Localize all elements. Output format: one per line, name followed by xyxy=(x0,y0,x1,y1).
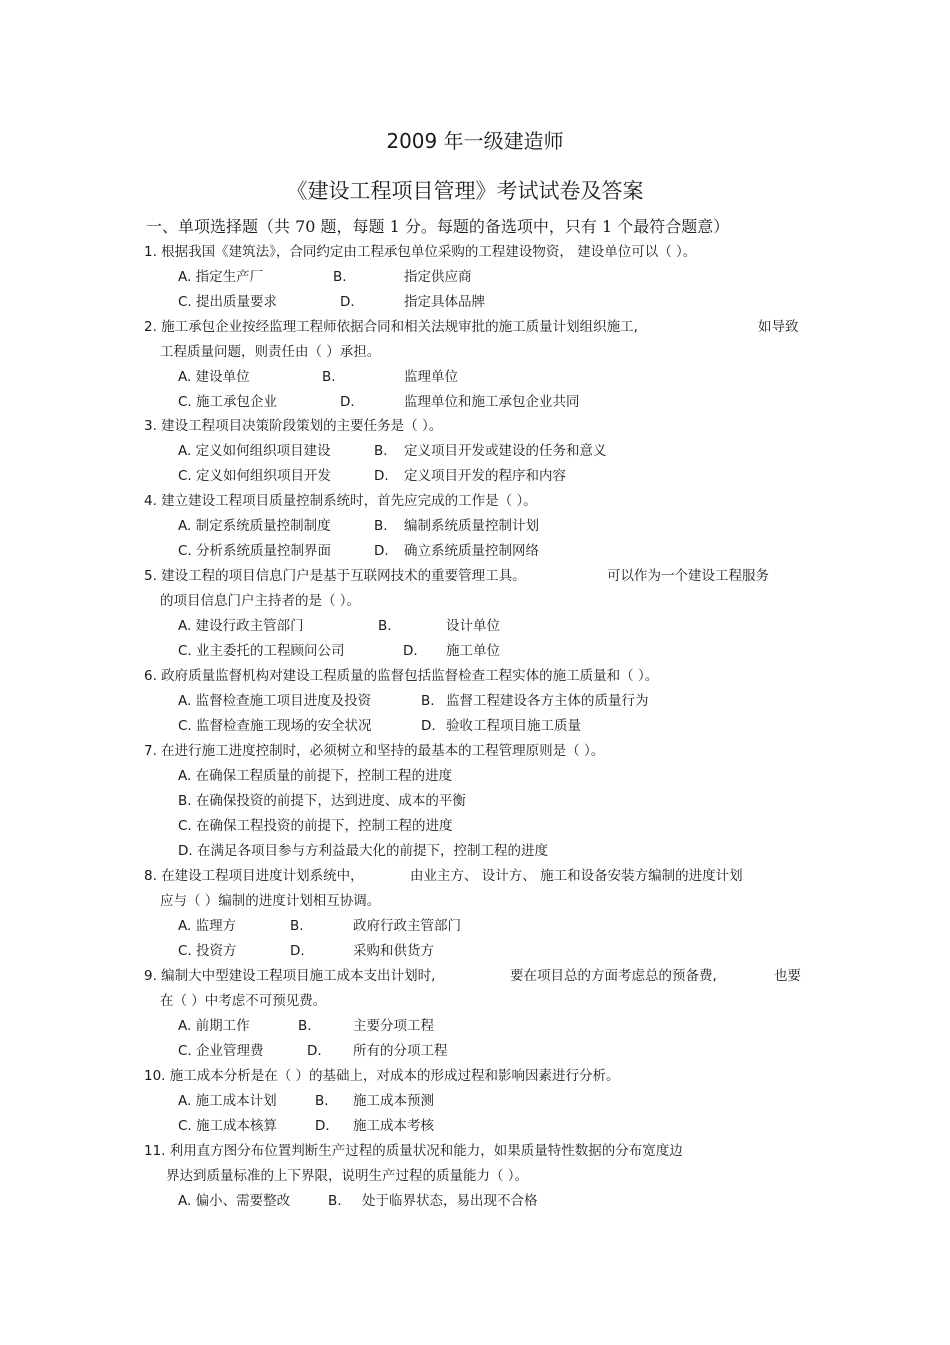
question-text-line2: 界达到质量标准的上下界限，说明生产过程的质量能力（ ）。 xyxy=(166,1168,529,1184)
option-b: 监理单位 xyxy=(404,369,458,385)
option-d-letter: D. xyxy=(340,294,355,310)
section-heading: 一、单项选择题（共 70 题，每题 1 分。每题的备选项中，只有 1 个最符合题意） xyxy=(146,217,730,236)
option-d: 验收工程项目施工质量 xyxy=(446,718,581,734)
question-text-cont: 要在项目总的方面考虑总的预备费, xyxy=(510,968,717,984)
option-b-letter: B. xyxy=(378,618,392,634)
option-d: 施工成本考核 xyxy=(353,1118,434,1134)
option-c: C. 业主委托的工程顾问公司 xyxy=(178,643,345,659)
option-b: 处于临界状态，易出现不合格 xyxy=(362,1193,538,1209)
option-c: C. 提出质量要求 xyxy=(178,294,278,310)
option-b-letter: B. xyxy=(315,1093,329,1109)
option-d-letter: D. xyxy=(290,943,305,959)
option-b: B. 在确保投资的前提下，达到进度、成本的平衡 xyxy=(178,793,466,809)
question-text: 8. 在建设工程项目进度计划系统中， xyxy=(144,868,364,884)
option-c: C. 企业管理费 xyxy=(178,1043,264,1059)
option-b: 主要分项工程 xyxy=(353,1018,434,1034)
option-a: A. 偏小、需要整改 xyxy=(178,1193,291,1209)
question-text-line2: 应与（ ）编制的进度计划相互协调。 xyxy=(160,893,381,909)
option-d-letter: D. xyxy=(403,643,418,659)
option-d-letter: D. xyxy=(374,468,389,484)
option-c: C. 施工承包企业 xyxy=(178,394,278,410)
question-text: 1. 根据我国《建筑法》，合同约定由工程承包单位采购的工程建设物资， 建设单位可以（ ）。 xyxy=(144,244,697,260)
question-text: 7. 在进行施工进度控制时，必须树立和坚持的最基本的工程管理原则是（ ）。 xyxy=(144,743,605,759)
question-text: 6. 政府质量监督机构对建设工程质量的监督包括监督检查工程实体的施工质量和（ ）。 xyxy=(144,668,659,684)
option-d: 监理单位和施工承包企业共同 xyxy=(404,394,580,410)
option-b-letter: B. xyxy=(374,443,388,459)
question-text-line2: 的项目信息门户主持者的是（ ）。 xyxy=(160,593,361,609)
option-c: C. 定义如何组织项目开发 xyxy=(178,468,332,484)
option-a: A. 前期工作 xyxy=(178,1018,250,1034)
option-b: 指定供应商 xyxy=(404,269,472,285)
option-a: A. 定义如何组织项目建设 xyxy=(178,443,331,459)
page-subtitle: 《建设工程项目管理》考试试卷及答案 xyxy=(286,179,644,203)
option-a: A. 施工成本计划 xyxy=(178,1093,277,1109)
question-text-cont: 可以作为一个建设工程服务 xyxy=(607,568,769,584)
option-a: A. 建设行政主管部门 xyxy=(178,618,304,634)
option-d-letter: D. xyxy=(421,718,436,734)
option-d-letter: D. xyxy=(340,394,355,410)
question-text: 10. 施工成本分析是在（ ）的基础上，对成本的形成过程和影响因素进行分析。 xyxy=(144,1068,620,1084)
option-c: C. 监督检查施工现场的安全状况 xyxy=(178,718,372,734)
question-text-line2: 在（ ）中考虑不可预见费。 xyxy=(160,993,327,1009)
page-title: 2009 年一级建造师 xyxy=(386,129,564,153)
option-a: A. 制定系统质量控制制度 xyxy=(178,518,331,534)
option-b: 监督工程建设各方主体的质量行为 xyxy=(446,693,649,709)
option-a: A. 建设单位 xyxy=(178,369,250,385)
question-text-line2: 工程质量问题，则责任由（ ）承担。 xyxy=(160,344,381,360)
option-d: 定义项目开发的程序和内容 xyxy=(404,468,566,484)
option-b-letter: B. xyxy=(298,1018,312,1034)
option-b: 定义项目开发或建设的任务和意义 xyxy=(404,443,607,459)
option-b-letter: B. xyxy=(322,369,336,385)
question-text: 5. 建设工程的项目信息门户是基于互联网技术的重要管理工具。 xyxy=(144,568,526,584)
option-b-letter: B. xyxy=(328,1193,342,1209)
option-d-letter: D. xyxy=(307,1043,322,1059)
option-d: 施工单位 xyxy=(446,643,500,659)
question-text: 2. 施工承包企业按经监理工程师依据合同和相关法规审批的施工质量计划组织施工, xyxy=(144,319,638,335)
option-a: A. 监理方 xyxy=(178,918,237,934)
question-text-cont: 由业主方、 设计方、 施工和设备安装方编制的进度计划 xyxy=(410,868,743,884)
question-text: 11. 利用直方图分布位置判断生产过程的质量状况和能力，如果质量特性数据的分布宽度边 xyxy=(144,1143,683,1159)
option-b: 编制系统质量控制计划 xyxy=(404,518,539,534)
question-text: 4. 建立建设工程项目质量控制系统时，首先应完成的工作是（ ）。 xyxy=(144,493,537,509)
option-b: 政府行政主管部门 xyxy=(353,918,461,934)
option-b-letter: B. xyxy=(333,269,347,285)
option-d: 所有的分项工程 xyxy=(353,1043,448,1059)
option-d-letter: D. xyxy=(315,1118,330,1134)
option-b-letter: B. xyxy=(290,918,304,934)
option-c: C. 投资方 xyxy=(178,943,237,959)
option-b-letter: B. xyxy=(374,518,388,534)
option-b: 设计单位 xyxy=(446,618,500,634)
option-a: A. 在确保工程质量的前提下，控制工程的进度 xyxy=(178,768,453,784)
option-c: C. 施工成本核算 xyxy=(178,1118,278,1134)
option-c: C. 在确保工程投资的前提下，控制工程的进度 xyxy=(178,818,453,834)
option-d-letter: D. xyxy=(374,543,389,559)
option-c: C. 分析系统质量控制界面 xyxy=(178,543,332,559)
option-d: 指定具体品牌 xyxy=(404,294,485,310)
question-text-cont2: 也要 xyxy=(774,968,801,984)
option-b: 施工成本预测 xyxy=(353,1093,434,1109)
option-d: 确立系统质量控制网络 xyxy=(404,543,539,559)
option-d: 采购和供货方 xyxy=(353,943,434,959)
question-text-cont: 如导致 xyxy=(758,319,799,335)
option-b-letter: B. xyxy=(421,693,435,709)
option-d: D. 在满足各项目参与方利益最大化的前提下，控制工程的进度 xyxy=(178,843,548,859)
option-a: A. 监督检查施工项目进度及投资 xyxy=(178,693,372,709)
question-text: 9. 编制大中型建设工程项目施工成本支出计划时, xyxy=(144,968,436,984)
question-text: 3. 建设工程项目决策阶段策划的主要任务是（ ）。 xyxy=(144,418,443,434)
option-a: A. 指定生产厂 xyxy=(178,269,264,285)
